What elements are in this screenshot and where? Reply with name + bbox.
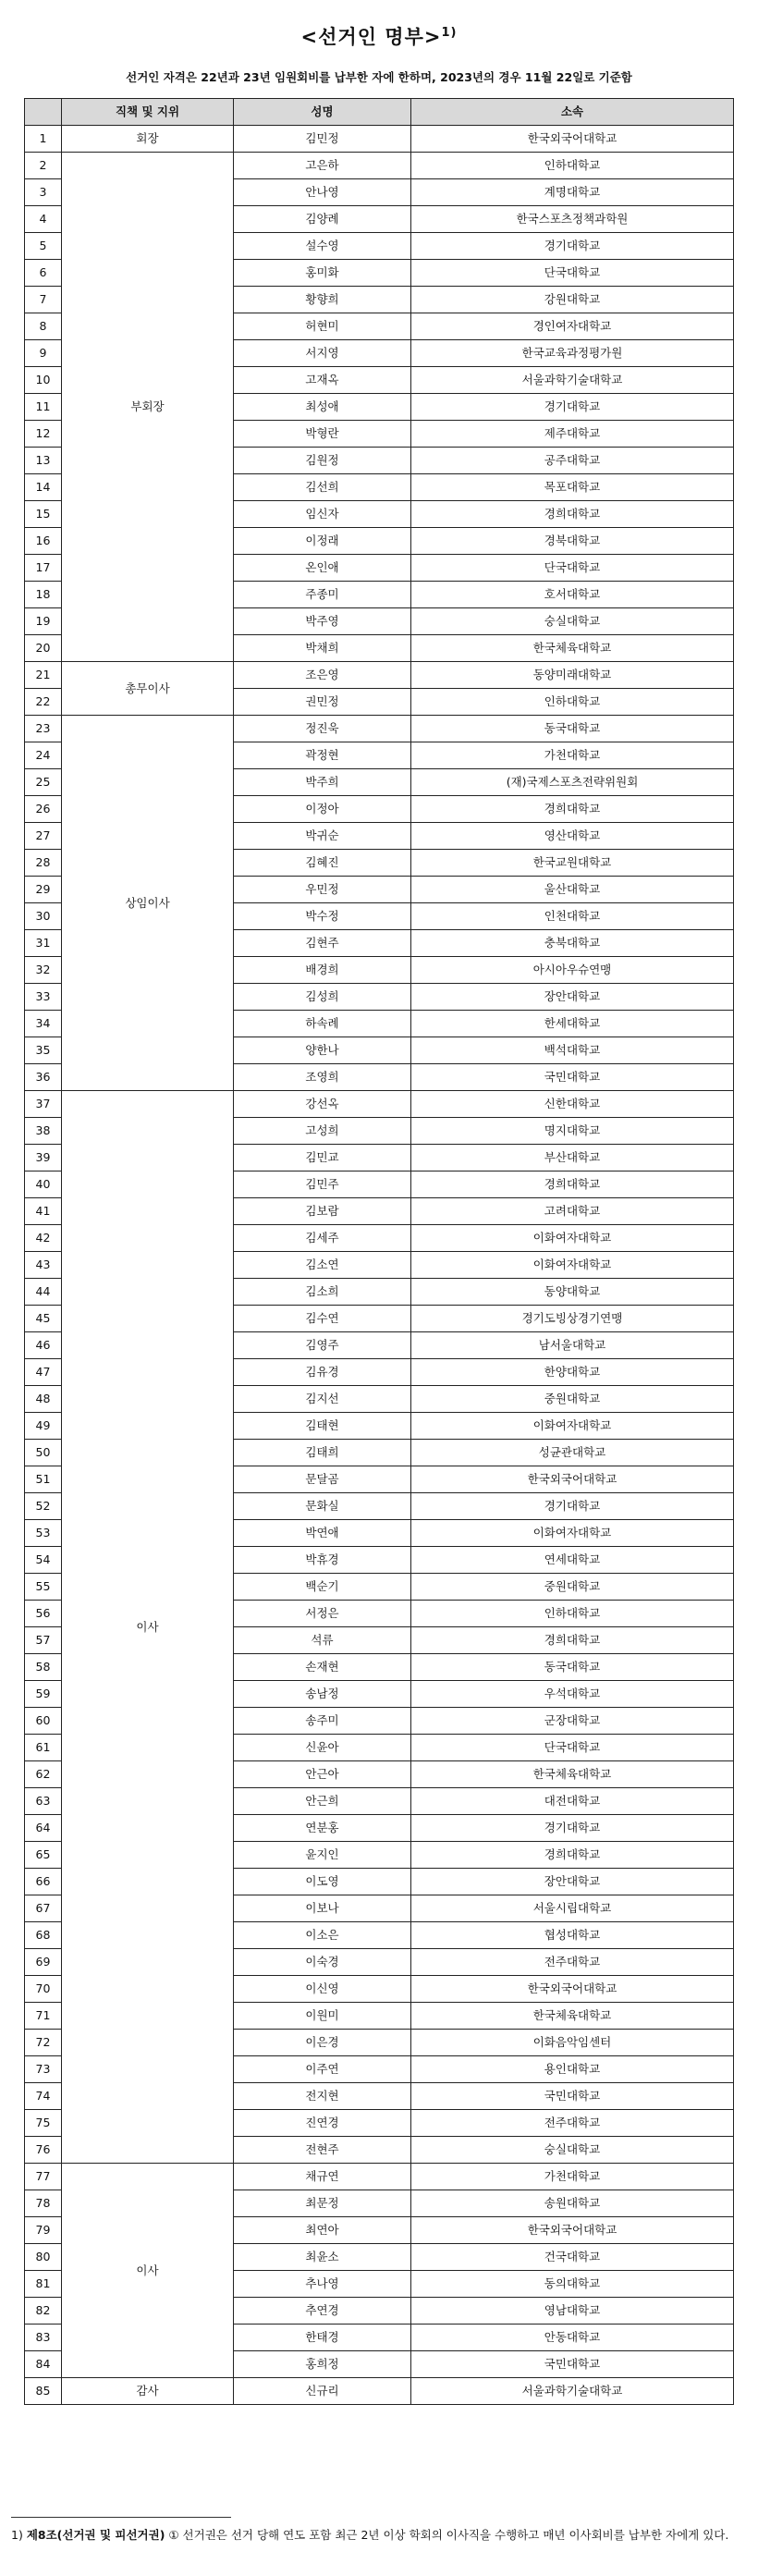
row-number: 58 [25,1654,62,1681]
row-number: 18 [25,582,62,608]
name-cell: 이정아 [234,796,411,823]
table-header-row [25,99,734,126]
name-cell: 김민정 [234,126,411,153]
affiliation-cell: 서울시립대학교 [411,1895,734,1922]
footnote-mark: 1) [11,2528,23,2542]
voter-roster-table [24,98,734,2405]
affiliation-cell: 안동대학교 [411,2325,734,2351]
affiliation-cell: 이화여자대학교 [411,1413,734,1440]
position-cell: 상임이사 [62,716,234,1091]
name-cell: 설수영 [234,233,411,260]
affiliation-cell: 한국체육대학교 [411,635,734,662]
affiliation-cell: 인하대학교 [411,153,734,179]
name-cell: 김태희 [234,1440,411,1466]
affiliation-cell: 강원대학교 [411,287,734,313]
name-cell: 김민교 [234,1145,411,1171]
table-row [25,126,734,153]
row-number: 33 [25,984,62,1011]
affiliation-cell: 신한대학교 [411,1091,734,1118]
row-number: 69 [25,1949,62,1976]
affiliation-cell: 이화여자대학교 [411,1252,734,1279]
name-cell: 김선희 [234,474,411,501]
name-cell: 고성희 [234,1118,411,1145]
row-number: 78 [25,2190,62,2217]
row-number: 3 [25,179,62,206]
affiliation-cell: 한국외국어대학교 [411,2217,734,2244]
row-number: 20 [25,635,62,662]
row-number: 81 [25,2271,62,2298]
name-cell: 하속례 [234,1011,411,1037]
name-cell: 정진욱 [234,716,411,742]
name-cell: 권민정 [234,689,411,716]
name-cell: 주종미 [234,582,411,608]
row-number: 4 [25,206,62,233]
name-cell: 조영희 [234,1064,411,1091]
header-number [25,99,62,126]
header-position: 직책 및 지위 [62,99,234,126]
table-row [25,1091,734,1118]
row-number: 21 [25,662,62,689]
name-cell: 임신자 [234,501,411,528]
name-cell: 최성애 [234,394,411,421]
affiliation-cell: 중원대학교 [411,1574,734,1601]
row-number: 31 [25,930,62,957]
row-number: 65 [25,1842,62,1869]
affiliation-cell: 가천대학교 [411,2164,734,2190]
name-cell: 박주영 [234,608,411,635]
affiliation-cell: 한국교원대학교 [411,850,734,877]
name-cell: 박휴경 [234,1547,411,1574]
affiliation-cell: 한국외국어대학교 [411,1976,734,2003]
row-number: 72 [25,2030,62,2056]
affiliation-cell: 우석대학교 [411,1681,734,1708]
position-cell: 회장 [62,126,234,153]
affiliation-cell: 경기대학교 [411,233,734,260]
affiliation-cell: 한국체육대학교 [411,1761,734,1788]
title-footnote-mark: 1) [441,26,458,40]
row-number: 50 [25,1440,62,1466]
row-number: 62 [25,1761,62,1788]
name-cell: 진연경 [234,2110,411,2137]
name-cell: 이도영 [234,1869,411,1895]
name-cell: 추나영 [234,2271,411,2298]
name-cell: 김소희 [234,1279,411,1306]
footnote-article: 제8조(선거권 및 피선거권) [26,2528,165,2542]
footnote-divider [11,2517,231,2518]
name-cell: 채규연 [234,2164,411,2190]
footnote-text: ① 선거권은 선거 당해 연도 포함 최근 2년 이상 학회의 이사직을 수행하고 매년 이사회비를 납부한 자에게 있다. [165,2528,729,2542]
table-row [25,2378,734,2405]
name-cell: 이주연 [234,2056,411,2083]
name-cell: 김혜진 [234,850,411,877]
name-cell: 박수정 [234,903,411,930]
name-cell: 박채희 [234,635,411,662]
affiliation-cell: 국민대학교 [411,2351,734,2378]
name-cell: 김세주 [234,1225,411,1252]
row-number: 32 [25,957,62,984]
name-cell: 김양례 [234,206,411,233]
row-number: 47 [25,1359,62,1386]
row-number: 2 [25,153,62,179]
name-cell: 문달곰 [234,1466,411,1493]
affiliation-cell: 숭실대학교 [411,2137,734,2164]
row-number: 61 [25,1735,62,1761]
document-title [0,22,758,50]
name-cell: 김영주 [234,1332,411,1359]
name-cell: 신규리 [234,2378,411,2405]
affiliation-cell: 인하대학교 [411,689,734,716]
header-name: 성명 [234,99,411,126]
row-number: 74 [25,2083,62,2110]
name-cell: 이원미 [234,2003,411,2030]
row-number: 15 [25,501,62,528]
name-cell: 조은영 [234,662,411,689]
row-number: 75 [25,2110,62,2137]
row-number: 6 [25,260,62,287]
name-cell: 안근희 [234,1788,411,1815]
row-number: 24 [25,742,62,769]
name-cell: 박귀순 [234,823,411,850]
affiliation-cell: 동양대학교 [411,1279,734,1306]
name-cell: 황향희 [234,287,411,313]
affiliation-cell: 장안대학교 [411,984,734,1011]
row-number: 79 [25,2217,62,2244]
affiliation-cell: 동국대학교 [411,716,734,742]
name-cell: 우민정 [234,877,411,903]
name-cell: 김보람 [234,1198,411,1225]
affiliation-cell: 장안대학교 [411,1869,734,1895]
affiliation-cell: 부산대학교 [411,1145,734,1171]
footnote [11,2525,751,2545]
affiliation-cell: 인천대학교 [411,903,734,930]
row-number: 28 [25,850,62,877]
affiliation-cell: 충북대학교 [411,930,734,957]
name-cell: 김성희 [234,984,411,1011]
row-number: 9 [25,340,62,367]
name-cell: 석류 [234,1627,411,1654]
affiliation-cell: 동의대학교 [411,2271,734,2298]
affiliation-cell: 동국대학교 [411,1654,734,1681]
name-cell: 박주희 [234,769,411,796]
row-number: 85 [25,2378,62,2405]
row-number: 49 [25,1413,62,1440]
name-cell: 서정은 [234,1601,411,1627]
name-cell: 한태경 [234,2325,411,2351]
name-cell: 배경희 [234,957,411,984]
row-number: 13 [25,448,62,474]
row-number: 41 [25,1198,62,1225]
name-cell: 양한나 [234,1037,411,1064]
row-number: 57 [25,1627,62,1654]
affiliation-cell: 공주대학교 [411,448,734,474]
affiliation-cell: 협성대학교 [411,1922,734,1949]
row-number: 63 [25,1788,62,1815]
table-row [25,662,734,689]
name-cell: 안나영 [234,179,411,206]
affiliation-cell: 서울과학기술대학교 [411,2378,734,2405]
affiliation-cell: 한세대학교 [411,1011,734,1037]
name-cell: 전현주 [234,2137,411,2164]
table-row [25,716,734,742]
name-cell: 신윤아 [234,1735,411,1761]
row-number: 22 [25,689,62,716]
affiliation-cell: 경기대학교 [411,1815,734,1842]
affiliation-cell: 연세대학교 [411,1547,734,1574]
row-number: 53 [25,1520,62,1547]
row-number: 36 [25,1064,62,1091]
affiliation-cell: 경북대학교 [411,528,734,555]
eligibility-note: 선거인 자격은 22년과 23년 임원회비를 납부한 자에 한하며, 2023년의 경우 11월 22일로 기준함 [126,70,632,84]
name-cell: 손재현 [234,1654,411,1681]
affiliation-cell: 가천대학교 [411,742,734,769]
affiliation-cell: 국민대학교 [411,1064,734,1091]
affiliation-cell: 고려대학교 [411,1198,734,1225]
header-affiliation: 소속 [411,99,734,126]
affiliation-cell: 한국스포츠정책과학원 [411,206,734,233]
affiliation-cell: 단국대학교 [411,1735,734,1761]
name-cell: 송남정 [234,1681,411,1708]
title-text: <선거인 명부> [300,26,442,48]
row-number: 52 [25,1493,62,1520]
affiliation-cell: 남서울대학교 [411,1332,734,1359]
row-number: 64 [25,1815,62,1842]
name-cell: 전지현 [234,2083,411,2110]
name-cell: 이보나 [234,1895,411,1922]
name-cell: 김지선 [234,1386,411,1413]
name-cell: 홍미화 [234,260,411,287]
row-number: 11 [25,394,62,421]
name-cell: 김수연 [234,1306,411,1332]
row-number: 73 [25,2056,62,2083]
row-number: 29 [25,877,62,903]
row-number: 1 [25,126,62,153]
row-number: 48 [25,1386,62,1413]
name-cell: 윤지인 [234,1842,411,1869]
table-row [25,2164,734,2190]
affiliation-cell: 영산대학교 [411,823,734,850]
name-cell: 안근아 [234,1761,411,1788]
row-number: 51 [25,1466,62,1493]
row-number: 5 [25,233,62,260]
row-number: 55 [25,1574,62,1601]
affiliation-cell: 경인여자대학교 [411,313,734,340]
row-number: 66 [25,1869,62,1895]
affiliation-cell: 경기대학교 [411,1493,734,1520]
affiliation-cell: 한국체육대학교 [411,2003,734,2030]
name-cell: 송주미 [234,1708,411,1735]
row-number: 7 [25,287,62,313]
affiliation-cell: 한국외국어대학교 [411,1466,734,1493]
name-cell: 김태현 [234,1413,411,1440]
row-number: 30 [25,903,62,930]
name-cell: 온인애 [234,555,411,582]
row-number: 76 [25,2137,62,2164]
affiliation-cell: 용인대학교 [411,2056,734,2083]
name-cell: 연분홍 [234,1815,411,1842]
row-number: 37 [25,1091,62,1118]
affiliation-cell: 국민대학교 [411,2083,734,2110]
affiliation-cell: 영남대학교 [411,2298,734,2325]
affiliation-cell: 제주대학교 [411,421,734,448]
affiliation-cell: 이화여자대학교 [411,1520,734,1547]
name-cell: 고은하 [234,153,411,179]
affiliation-cell: 한양대학교 [411,1359,734,1386]
affiliation-cell: 백석대학교 [411,1037,734,1064]
row-number: 70 [25,1976,62,2003]
affiliation-cell: 한국외국어대학교 [411,126,734,153]
name-cell: 강선옥 [234,1091,411,1118]
row-number: 46 [25,1332,62,1359]
name-cell: 이은경 [234,2030,411,2056]
row-number: 77 [25,2164,62,2190]
affiliation-cell: 계명대학교 [411,179,734,206]
name-cell: 이소은 [234,1922,411,1949]
row-number: 67 [25,1895,62,1922]
row-number: 17 [25,555,62,582]
affiliation-cell: 경희대학교 [411,796,734,823]
row-number: 80 [25,2244,62,2271]
affiliation-cell: 동양미래대학교 [411,662,734,689]
affiliation-cell: 건국대학교 [411,2244,734,2271]
row-number: 68 [25,1922,62,1949]
affiliation-cell: 아시아우슈연맹 [411,957,734,984]
affiliation-cell: 경희대학교 [411,1842,734,1869]
position-cell: 감사 [62,2378,234,2405]
affiliation-cell: 단국대학교 [411,555,734,582]
affiliation-cell: 한국교육과정평가원 [411,340,734,367]
affiliation-cell: 군장대학교 [411,1708,734,1735]
name-cell: 이신영 [234,1976,411,2003]
row-number: 25 [25,769,62,796]
name-cell: 김현주 [234,930,411,957]
row-number: 59 [25,1681,62,1708]
row-number: 83 [25,2325,62,2351]
row-number: 38 [25,1118,62,1145]
name-cell: 문화실 [234,1493,411,1520]
row-number: 45 [25,1306,62,1332]
row-number: 39 [25,1145,62,1171]
row-number: 43 [25,1252,62,1279]
position-cell: 이사 [62,2164,234,2378]
table-row [25,153,734,179]
affiliation-cell: 경기대학교 [411,394,734,421]
row-number: 42 [25,1225,62,1252]
name-cell: 김유경 [234,1359,411,1386]
name-cell: 허현미 [234,313,411,340]
affiliation-cell: 이화음악임센터 [411,2030,734,2056]
affiliation-cell: 대전대학교 [411,1788,734,1815]
row-number: 82 [25,2298,62,2325]
row-number: 16 [25,528,62,555]
position-cell: 총무이사 [62,662,234,716]
name-cell: 홍희정 [234,2351,411,2378]
row-number: 54 [25,1547,62,1574]
affiliation-cell: 전주대학교 [411,1949,734,1976]
name-cell: 박연애 [234,1520,411,1547]
name-cell: 추연경 [234,2298,411,2325]
row-number: 10 [25,367,62,394]
row-number: 27 [25,823,62,850]
affiliation-cell: 전주대학교 [411,2110,734,2137]
affiliation-cell: 경희대학교 [411,1627,734,1654]
row-number: 26 [25,796,62,823]
name-cell: 이숙경 [234,1949,411,1976]
name-cell: 최연아 [234,2217,411,2244]
name-cell: 최문정 [234,2190,411,2217]
position-cell: 이사 [62,1091,234,2164]
row-number: 60 [25,1708,62,1735]
affiliation-cell: 인하대학교 [411,1601,734,1627]
name-cell: 이정래 [234,528,411,555]
name-cell: 백순기 [234,1574,411,1601]
row-number: 14 [25,474,62,501]
affiliation-cell: 울산대학교 [411,877,734,903]
affiliation-cell: 이화여자대학교 [411,1225,734,1252]
row-number: 12 [25,421,62,448]
name-cell: 고재옥 [234,367,411,394]
affiliation-cell: 경희대학교 [411,501,734,528]
name-cell: 김소연 [234,1252,411,1279]
name-cell: 서지영 [234,340,411,367]
row-number: 71 [25,2003,62,2030]
name-cell: 최윤소 [234,2244,411,2271]
row-number: 56 [25,1601,62,1627]
affiliation-cell: 성균관대학교 [411,1440,734,1466]
row-number: 8 [25,313,62,340]
row-number: 40 [25,1171,62,1198]
affiliation-cell: 명지대학교 [411,1118,734,1145]
affiliation-cell: 단국대학교 [411,260,734,287]
affiliation-cell: 경희대학교 [411,1171,734,1198]
affiliation-cell: (재)국제스포츠전략위원회 [411,769,734,796]
affiliation-cell: 목포대학교 [411,474,734,501]
table-body [25,126,734,2405]
name-cell: 박형란 [234,421,411,448]
affiliation-cell: 중원대학교 [411,1386,734,1413]
affiliation-cell: 경기도빙상경기연맹 [411,1306,734,1332]
row-number: 44 [25,1279,62,1306]
row-number: 34 [25,1011,62,1037]
row-number: 19 [25,608,62,635]
name-cell: 김민주 [234,1171,411,1198]
row-number: 35 [25,1037,62,1064]
affiliation-cell: 호서대학교 [411,582,734,608]
affiliation-cell: 서울과학기술대학교 [411,367,734,394]
position-cell: 부회장 [62,153,234,662]
row-number: 23 [25,716,62,742]
name-cell: 김원정 [234,448,411,474]
affiliation-cell: 송원대학교 [411,2190,734,2217]
row-number: 84 [25,2351,62,2378]
name-cell: 곽정현 [234,742,411,769]
affiliation-cell: 숭실대학교 [411,608,734,635]
